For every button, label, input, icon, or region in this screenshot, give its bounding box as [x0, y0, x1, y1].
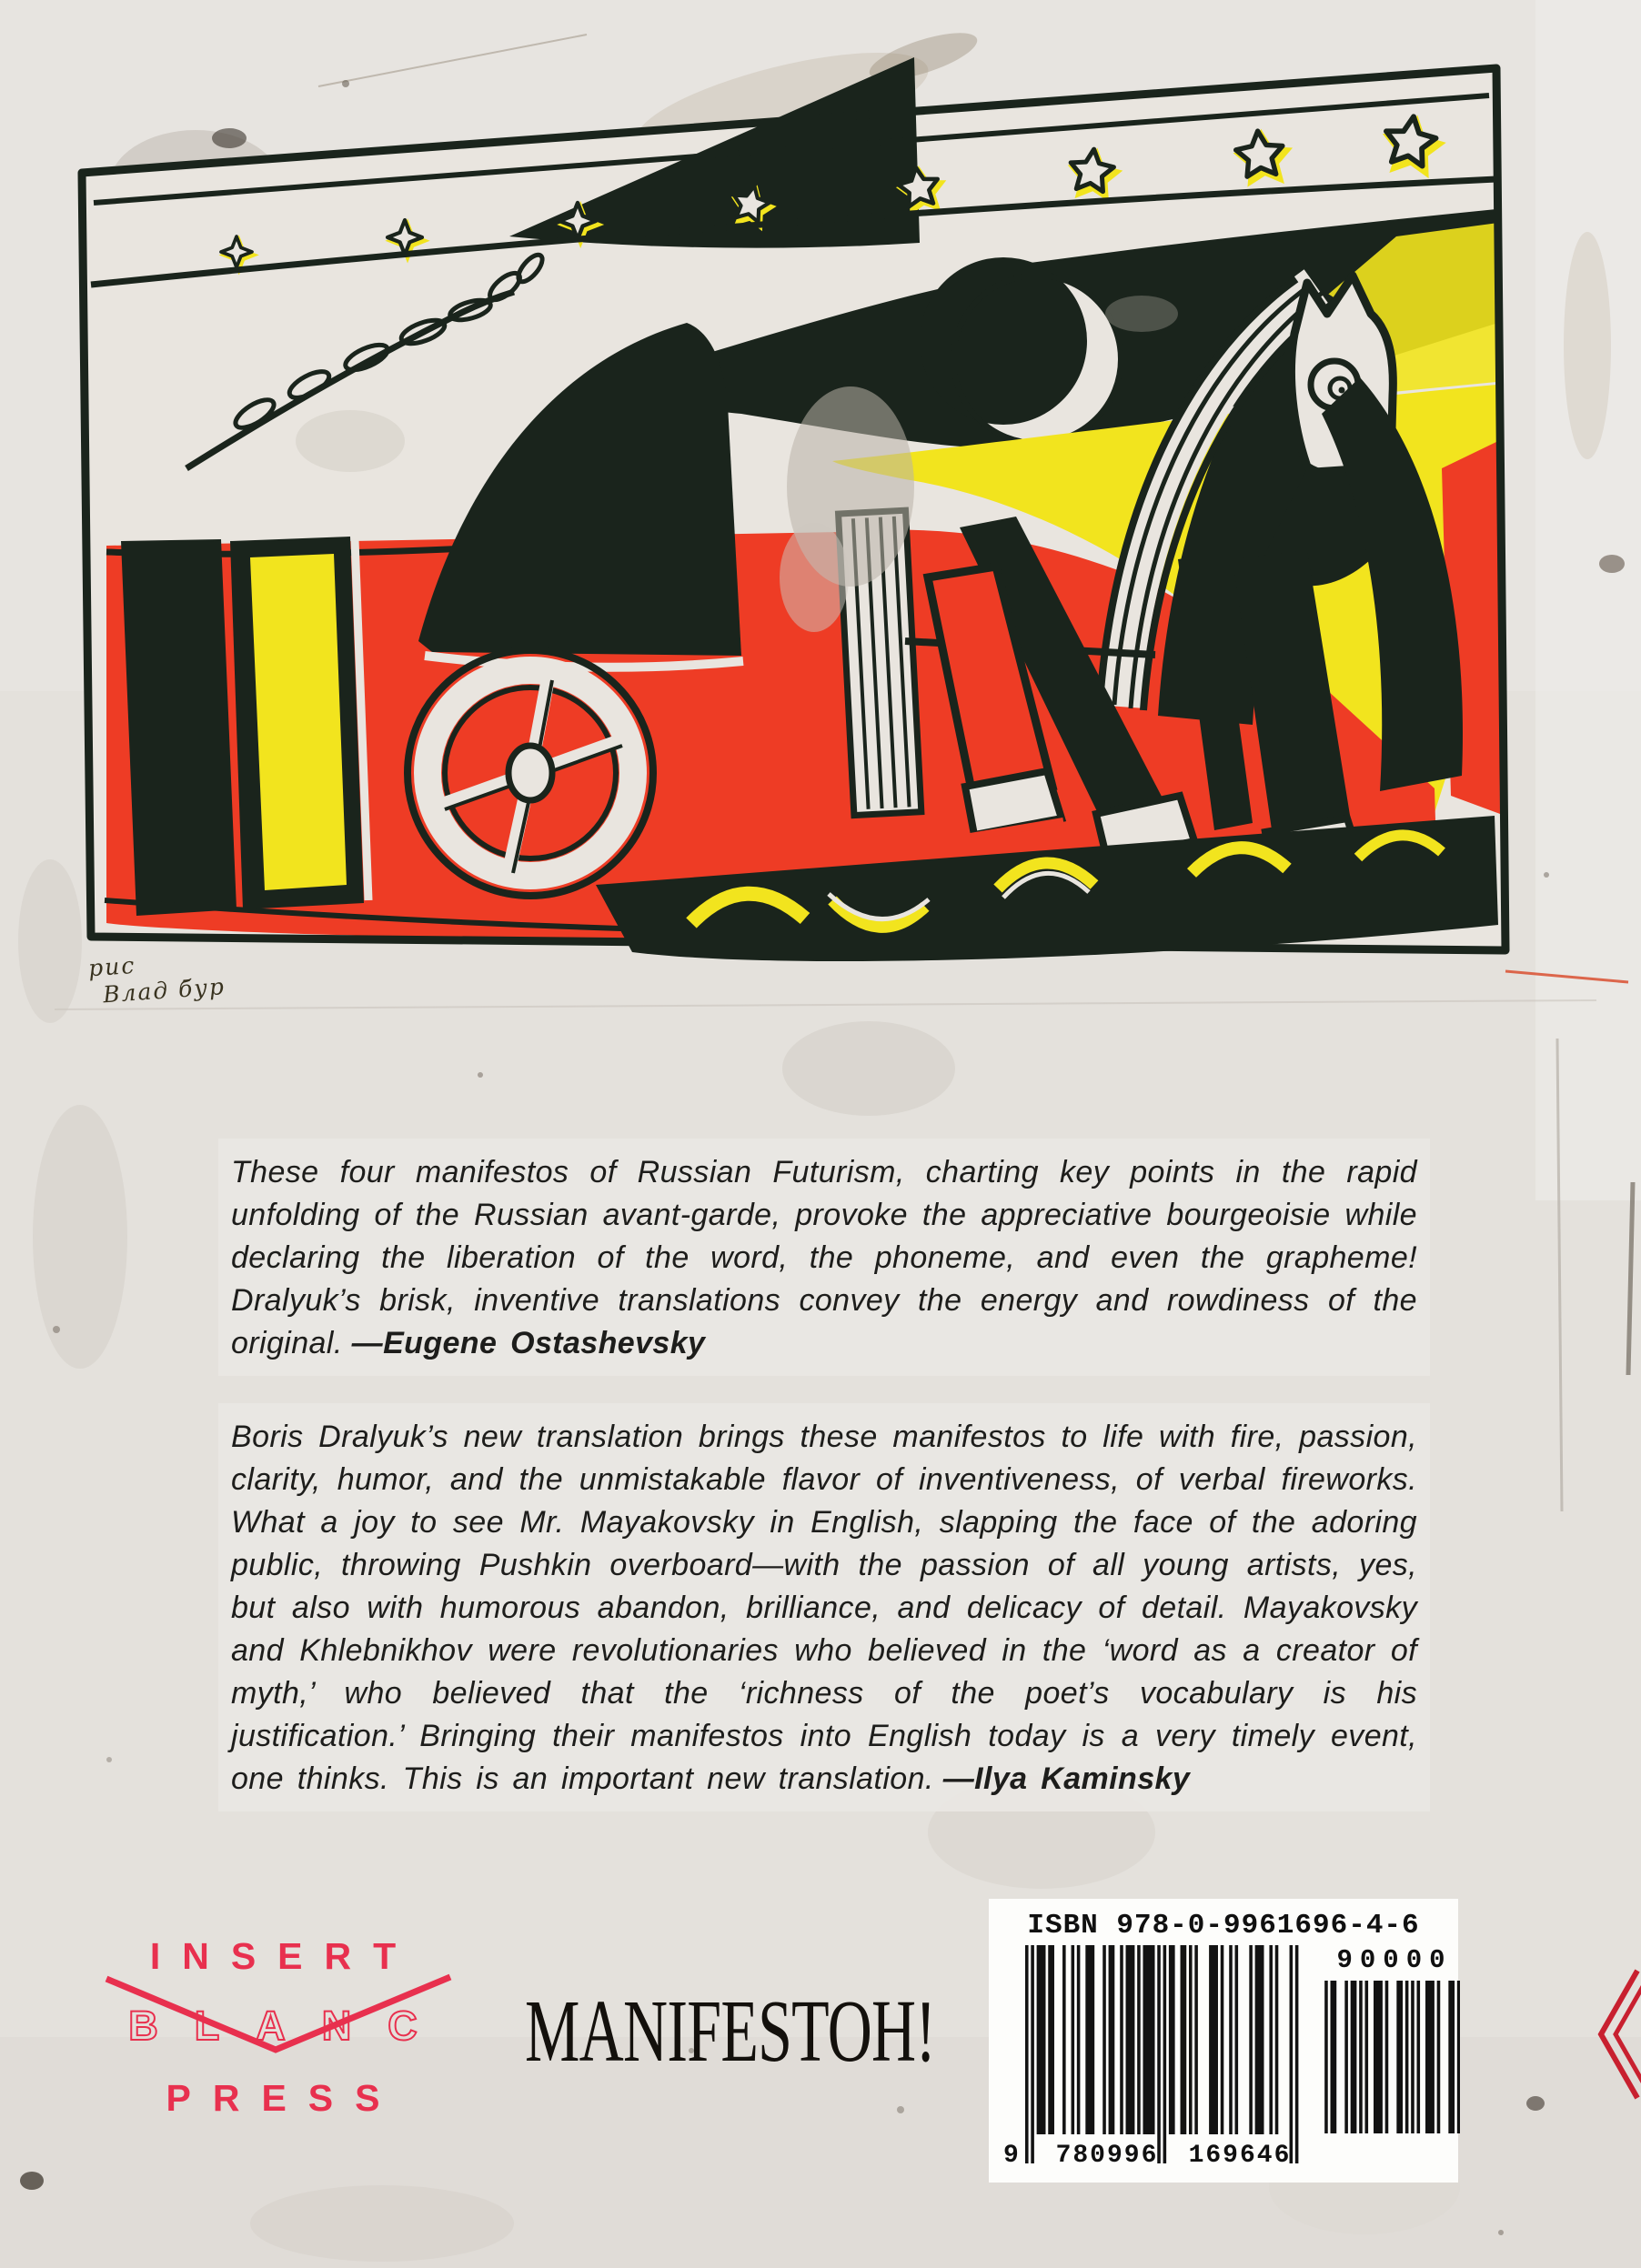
book-title: MANIFESTOH!	[525, 1982, 936, 2080]
ean5-supplement	[1322, 1945, 1460, 2163]
logo-press-label: PRESS	[166, 2077, 402, 2119]
barcode-digit-group: 9	[1003, 2142, 1021, 2170]
blurb-text: These four manifestos of Russian Futurism, charting key points in the rapid unfolding of the Russian avant-garde, provoke the appreciative bourgeoisie while declaring the liberation of the word, the phoneme, and even the grapheme! Dralyuk’s brisk, inventive translations convey the energy and rowdiness of the original.	[231, 1155, 1417, 1360]
logo-blanc-label: BLANC	[128, 2002, 454, 2049]
signature-line: Влад б̄ур	[102, 972, 227, 1009]
signature-line: рис	[87, 951, 137, 982]
blurb-text: Boris Dralyuk’s new translation brings these manifestos to life with fire, passion, clarity, humor, and the unmistakable flavor of inventiveness, of verbal fireworks. What a joy to see Mr. Mayakovsky in English, slapping the face of the adoring public, throwing Pushkin overboard—with the passion of all young artists, yes, but also with humorous abandon, brilliance, and delicacy of detail. Mayakovsky and Khlebnikhov were revolutionaries who believed in the ‘word as a creator of myth,’ who believed that the ‘richness of the poet’s vocabulary is his justification.’ Bringing their manifestos into English today is a very timely event, one thinks. This is an important new translation.	[231, 1420, 1417, 1796]
price-code: 90000	[1336, 1945, 1453, 1975]
ean13-barcode	[1003, 1945, 1298, 2170]
isbn-label: ISBN 978-0-9961696-4-6	[1027, 1910, 1420, 1942]
blurb-ostashevsky	[218, 1139, 1430, 1376]
barcode-digit-group: 169646	[1188, 2142, 1292, 2170]
blurb-attribution: —Ilya Kaminsky	[942, 1761, 1191, 1796]
spine-chevron-icon	[1592, 1969, 1641, 2103]
barcode-digit-group: 780996	[1055, 2142, 1159, 2170]
futurist-horse-cart-print	[50, 14, 1515, 1059]
blurb-kaminsky	[218, 1403, 1430, 1811]
insert-blanc-press-logo	[86, 1933, 459, 2122]
logo-insert-label: INSERT	[149, 1935, 418, 1977]
isbn-barcode-panel	[989, 1899, 1458, 2183]
blurb-attribution: —Eugene Ostashevsky	[351, 1326, 706, 1360]
